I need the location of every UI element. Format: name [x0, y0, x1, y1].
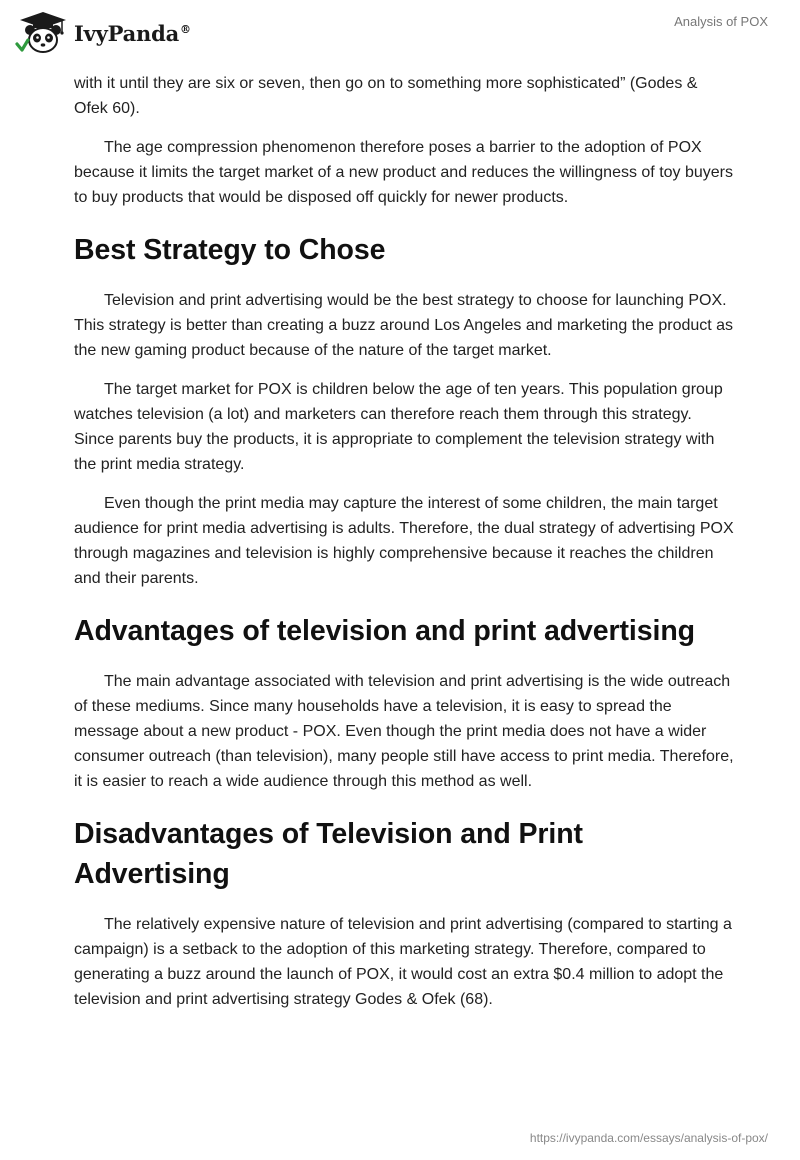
- page-header: [0, 0, 800, 70]
- section-heading-disadvantages: Disadvantages of Television and Print Advertising: [74, 818, 583, 890]
- panda-graduate-icon: [14, 10, 72, 56]
- paragraph: Television and print advertising would be the best strategy to choose for launching POX. This strategy is better than creating a buzz around Los Angeles and marketing the product as the new gaming product because of the nature of the target market.: [74, 292, 734, 359]
- essay-body: [74, 71, 734, 1026]
- paragraph: with it until they are six or seven, then go on to something more sophisticated” (Godes & Ofek 60).: [74, 75, 698, 117]
- registered-mark: ®: [180, 22, 191, 36]
- ivypanda-logo[interactable]: [14, 10, 191, 56]
- section-heading-best-strategy: Best Strategy to Chose: [74, 234, 386, 266]
- paragraph: The age compression phenomenon therefore poses a barrier to the adoption of POX because it limits the target market of a new product and reduces the willingness of toy buyers to buy products that would be disposed off quickly for newer products.: [74, 139, 734, 206]
- source-url[interactable]: https://ivypanda.com/essays/analysis-of-pox/: [529, 1131, 768, 1145]
- logo-text: IvyPanda®: [74, 20, 191, 46]
- section-heading-advantages: Advantages of television and print advertising: [74, 615, 695, 647]
- paragraph: The target market for POX is children below the age of ten years. This population group watches television (a lot) and marketers can therefore reach them through this strategy. Since parents buy the products, it is appropriate to complement the television strategy with the print media strategy.: [74, 381, 723, 473]
- paragraph: The main advantage associated with television and print advertising is the wide outreach of these mediums. Since many households have a television, it is easy to spread the message about a new product - POX. Even though the print media does not have a wider consumer outreach (than television), many people still have access to print media. Therefore, it is easier to reach a wide audience through this method as well.: [74, 673, 734, 790]
- paragraph: The relatively expensive nature of television and print advertising (compared to starting a campaign) is a setback to the adoption of this marketing strategy. Therefore, compared to generating a buzz around the launch of POX, it would cost an extra $0.4 million to adopt the television and print advertising strategy Godes & Ofek (68).: [74, 916, 732, 1008]
- document-title: Analysis of POX: [674, 14, 768, 29]
- paragraph: Even though the print media may capture the interest of some children, the main target audience for print media advertising is adults. Therefore, the dual strategy of advertising POX through magazines and television is highly comprehensive because it reaches the children and their parents.: [74, 495, 734, 587]
